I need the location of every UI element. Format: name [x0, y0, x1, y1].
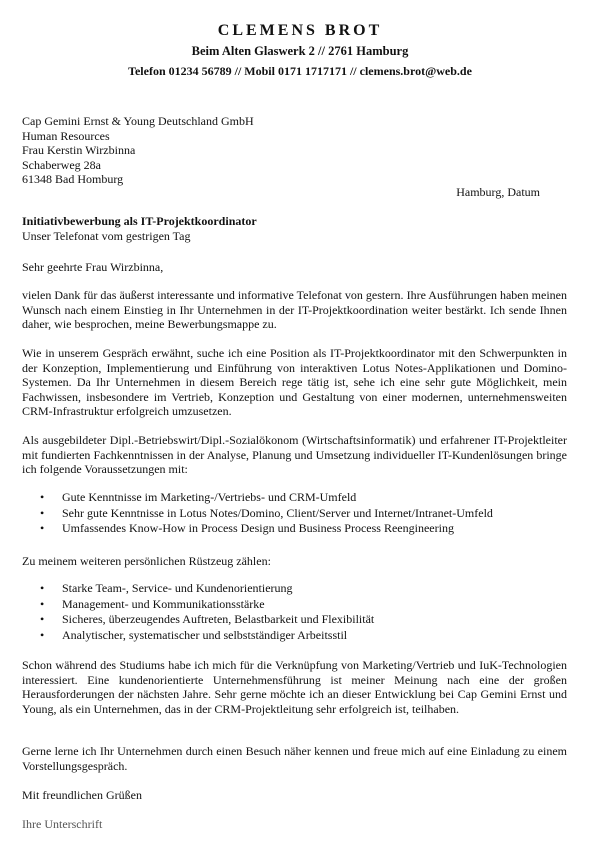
paragraph-personal-intro: Zu meinem weiteren persönlichen Rüstzeug zählen:	[22, 554, 271, 568]
recipient-line: Human Resources	[22, 128, 110, 143]
skills-list	[22, 490, 493, 537]
recipient-line: Schaberweg 28a	[22, 157, 101, 172]
date-line: Hamburg, Datum	[456, 185, 540, 199]
paragraph-qualification: Als ausgebildeter Dipl.-Betriebswirt/Dipl.-Sozialökonom (Wirtschaftsinformatik) und erfahrener IT-Projektleiter mit fundierten Fachkenntnissen in der Analyse, Planung und Umsetzung individueller IT-Kundenlösungen bringe ich folgende Voraussetzungen mit:	[22, 433, 567, 476]
list-item: • Sehr gute Kenntnisse in Lotus Notes/Domino, Client/Server und Internet/Intranet-Umfeld	[62, 506, 493, 522]
list-item: • Umfassendes Know-How in Process Design und Business Process Reengineering	[62, 521, 493, 537]
sender-contact: Telefon 01234 56789 // Mobil 0171 1717171 // clemens.brot@web.de	[128, 64, 472, 78]
list-item: • Analytischer, systematischer und selbstständiger Arbeitsstil	[62, 628, 374, 644]
paragraph-motivation: Schon während des Studiums habe ich mich für die Verknüpfung von Marketing/Vertrieb und IuK-Technologien interessiert. Eine kundenorientierte Unternehmensführung ist meiner Meinung nach eine der großen Herausforderungen der nächsten Jahre. Sehr gerne möchte ich an dieser Entwicklung bei Cap Gemini Ernst und Young, als ein Unternehmen, das in der CRM-Projektleitung sehr erfolgreich ist, teilhaben.	[22, 658, 567, 716]
subject-reference: Unser Telefonat vom gestrigen Tag	[22, 228, 191, 243]
recipient-address	[22, 114, 254, 187]
paragraph-invitation: Gerne lerne ich Ihr Unternehmen durch einen Besuch näher kennen und freue mich auf eine Einladung zu einem Vorstellungsgespräch.	[22, 744, 567, 773]
list-item: • Gute Kenntnisse im Marketing-/Vertriebs- und CRM-Umfeld	[62, 490, 493, 506]
paragraph-position: Wie in unserem Gespräch erwähnt, suche ich eine Position als IT-Projektkoordinator mit den Schwerpunkten in der Konzeption, Implementierung und Einführung von interaktiven Lotus Notes-Applikationen und Domino-Systemen. Da Ihr Unternehmen in diesem Bereich rege tätig ist, sehe ich eine sehr gute Möglichkeit, mein Fachwissen, insbesondere im Vertrieb, Konzeption und Gestaltung von einer modernen, unternehmensweiten CRM-Infrastruktur erfolgreich umzusetzen.	[22, 346, 567, 418]
recipient-line: Cap Gemini Ernst & Young Deutschland GmbH	[22, 114, 254, 128]
sender-address: Beim Alten Glaswerk 2 // 2761 Hamburg	[191, 44, 409, 58]
paragraph-thanks: vielen Dank für das äußerst interessante und informative Telefonat von gestern. Ihre Ausführungen haben meinen Wunsch nach einem Einstieg in Ihr Unternehmen in der IT-Projektkoordination weiter bestärkt. Ich sende Ihnen daher, wie besprochen, meine Bewerbungsmappe zu.	[22, 288, 567, 331]
signature-placeholder: Ihre Unterschrift	[22, 817, 103, 831]
sender-name: CLEMENS BROT	[217, 22, 383, 39]
salutation: Sehr geehrte Frau Wirzbinna,	[22, 260, 164, 274]
personal-skills-list	[22, 581, 374, 643]
recipient-line: 61348 Bad Homburg	[22, 172, 124, 186]
list-item: • Management- und Kommunikationsstärke	[62, 597, 374, 613]
recipient-line: Frau Kerstin Wirzbinna	[22, 143, 136, 157]
list-item: • Sicheres, überzeugendes Auftreten, Belastbarkeit und Flexibilität	[62, 612, 374, 628]
subject-block	[22, 214, 257, 243]
subject-title: Initiativbewerbung als IT-Projektkoordinator	[22, 214, 257, 228]
list-item: • Starke Team-, Service- und Kundenorientierung	[62, 581, 374, 597]
closing: Mit freundlichen Grüßen	[22, 788, 142, 802]
